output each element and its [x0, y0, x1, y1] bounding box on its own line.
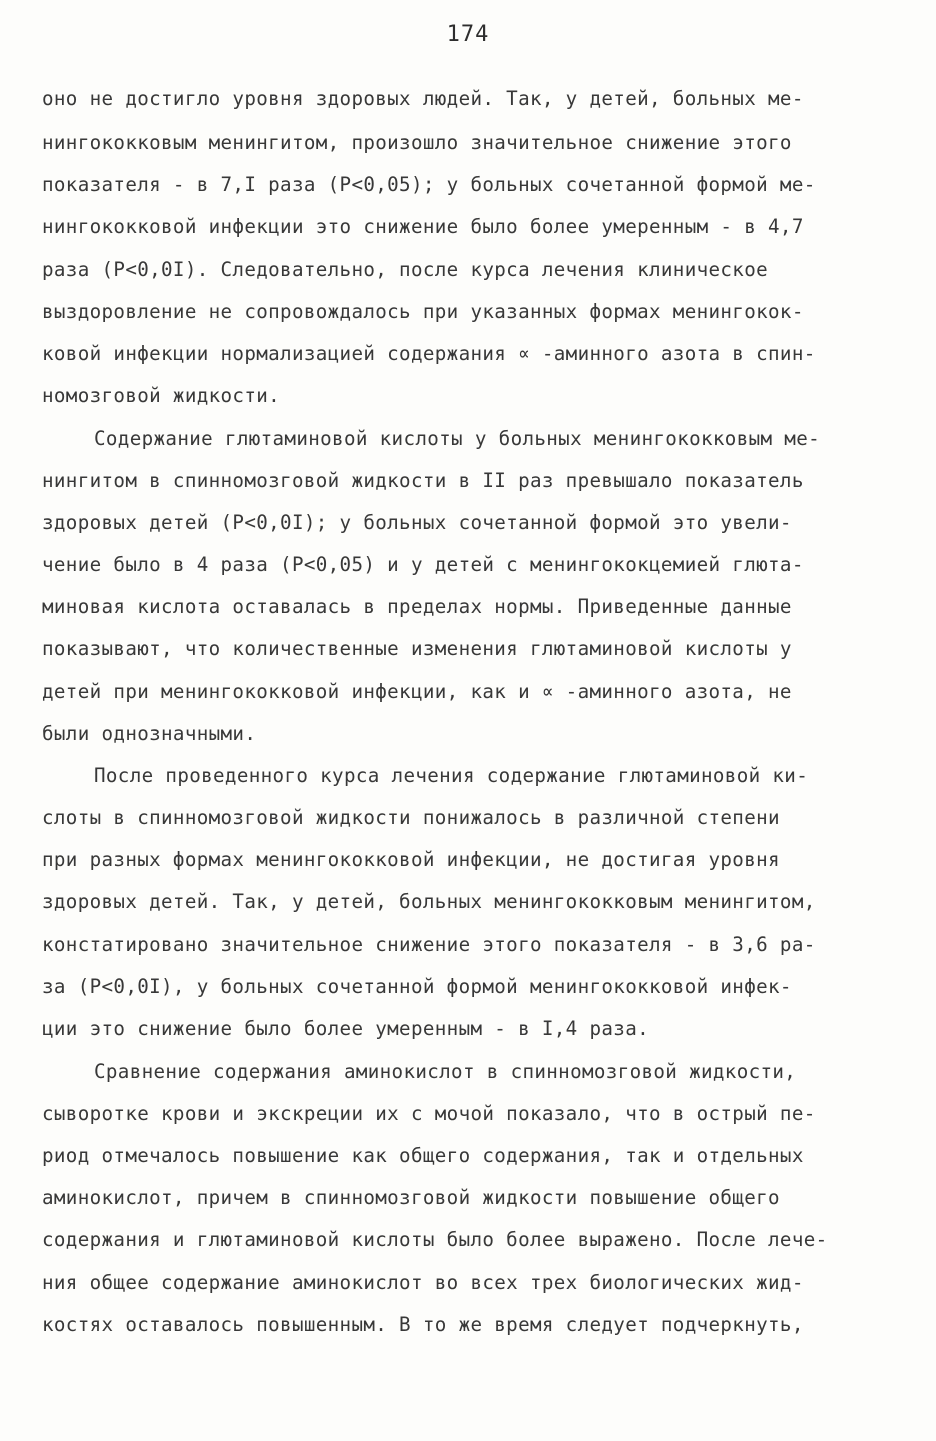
text-line: ции это снижение было более умеренным - в I,4 раза. [42, 1017, 649, 1040]
text-line: при разных формах менингококковой инфекции, не достигая уровня [42, 848, 780, 871]
text-line: слоты в спинномозговой жидкости понижалось в различной степени [42, 806, 780, 829]
text-line: выздоровление не сопровождалось при указанных формах менингокок- [42, 300, 804, 323]
text-line: здоровых детей (Р<0,0I); у больных сочетанной формой это увели- [42, 511, 792, 534]
text-line: констатировано значительное снижение этого показателя - в 3,6 ра- [42, 933, 816, 956]
text-line: раза (Р<0,0I). Следовательно, после курса лечения клиническое [42, 258, 769, 281]
text-line: оно не достигло уровня здоровых людей. Так, у детей, больных ме- [42, 87, 804, 110]
page-number: 174 [446, 22, 490, 47]
text-line: были однозначными. [42, 722, 257, 745]
text-line: за (Р<0,0I), у больных сочетанной формой менингококковой инфек- [42, 975, 792, 998]
text-line: риод отмечалось повышение как общего содержания, так и отдельных [42, 1144, 804, 1167]
text-line: нингококковой инфекции это снижение было более умеренным - в 4,7 [42, 215, 804, 238]
text-line: содержания и глютаминовой кислоты было более выражено. После лече- [42, 1228, 828, 1251]
text-line: аминокислот, причем в спинномозговой жидкости повышение общего [42, 1186, 780, 1209]
text-line: показывают, что количественные изменения глютаминовой кислоты у [42, 637, 792, 660]
text-line: ковой инфекции нормализацией содержания ∝ -аминного азота в спин- [42, 342, 816, 365]
text-line: детей при менингококковой инфекции, как и ∝ -аминного азота, не [42, 680, 792, 703]
text-line: сыворотке крови и экскреции их с мочой показало, что в острый пе- [42, 1102, 816, 1125]
text-line: миновая кислота оставалась в пределах нормы. Приведенные данные [42, 595, 792, 618]
text-line: здоровых детей. Так, у детей, больных менингококковым менингитом, [42, 890, 816, 913]
text-line: ния общее содержание аминокислот во всех трех биологических жид- [42, 1271, 804, 1294]
text-line: Сравнение содержания аминокислот в спинномозговой жидкости, [94, 1060, 797, 1083]
text-line: чение было в 4 раза (Р<0,05) и у детей с менингококцемией глюта- [42, 553, 804, 576]
text-line: показателя - в 7,I раза (Р<0,05); у больных сочетанной формой ме- [42, 173, 816, 196]
text-line: нингитом в спинномозговой жидкости в II раз превышало показатель [42, 469, 804, 492]
text-line: костях оставалось повышенным. В то же время следует подчеркнуть, [42, 1313, 804, 1336]
text-line: нингококковым менингитом, произошло значительное снижение этого [42, 131, 792, 154]
text-line: Содержание глютаминовой кислоты у больных менингококковым ме- [94, 427, 821, 450]
text-line: номозговой жидкости. [42, 384, 281, 407]
text-line: После проведенного курса лечения содержание глютаминовой ки- [94, 764, 809, 787]
